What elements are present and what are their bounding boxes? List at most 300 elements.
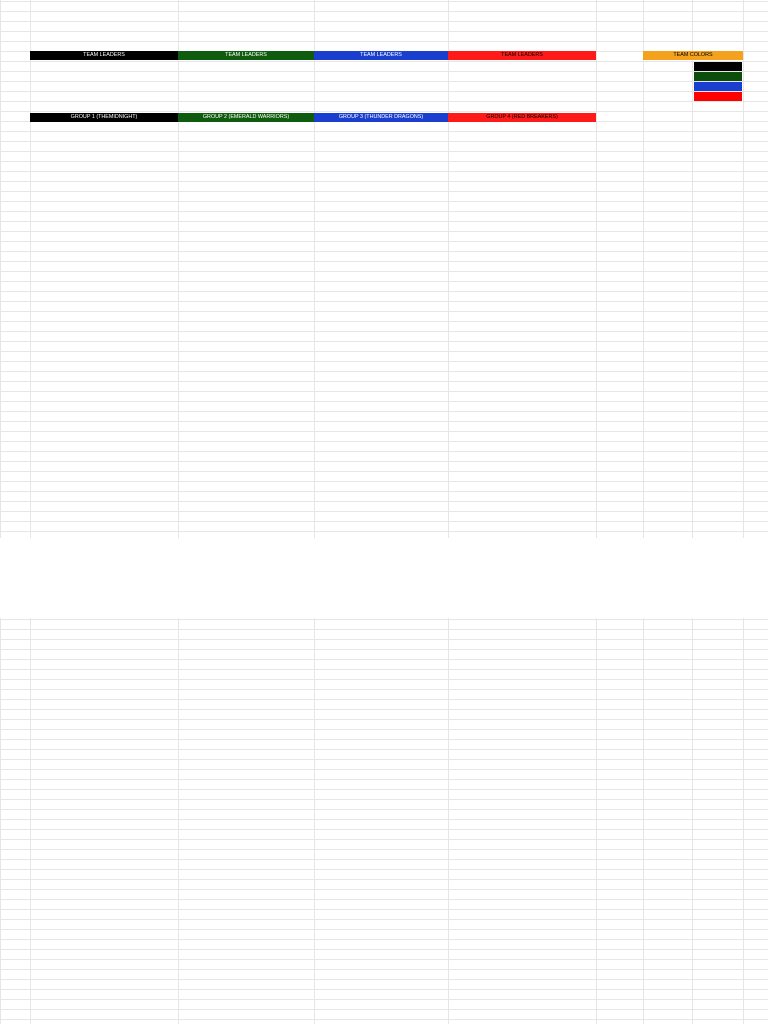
member-row-number — [18, 879, 30, 889]
member-name — [180, 314, 313, 324]
member-name — [32, 749, 177, 759]
member-name — [32, 809, 177, 819]
member-name — [32, 618, 177, 628]
member-name — [32, 889, 177, 899]
member-name — [450, 124, 595, 134]
member-row-number — [18, 444, 30, 454]
member-name — [450, 960, 595, 970]
member-name — [450, 184, 595, 194]
member-name — [180, 224, 313, 234]
member-name — [316, 404, 447, 414]
member-row-number — [18, 434, 30, 444]
member-row-number — [18, 334, 30, 344]
member-row-number — [18, 779, 30, 789]
member-name — [450, 849, 595, 859]
member-name — [450, 404, 595, 414]
team-color-label — [645, 91, 695, 101]
member-name — [316, 464, 447, 474]
member-name — [316, 899, 447, 909]
member-name — [316, 769, 447, 779]
member-name — [450, 264, 595, 274]
member-name — [180, 124, 313, 134]
member-name — [180, 940, 313, 950]
member-name — [450, 344, 595, 354]
member-name — [180, 859, 313, 869]
member-name — [450, 829, 595, 839]
member-name — [316, 474, 447, 484]
member-name — [32, 474, 177, 484]
member-name — [450, 314, 595, 324]
member-name — [450, 134, 595, 144]
member-name — [180, 950, 313, 960]
member-row-number — [18, 869, 30, 879]
member-name — [32, 970, 177, 980]
member-name — [316, 960, 447, 970]
group3-header: GROUP 3 (THUNDER DRAGONS) — [314, 113, 448, 122]
team-leader-name — [448, 61, 596, 71]
member-name — [32, 739, 177, 749]
member-name — [180, 839, 313, 849]
member-name — [32, 879, 177, 889]
team-color-label — [645, 71, 695, 81]
member-name — [32, 769, 177, 779]
member-name — [316, 484, 447, 494]
member-name — [32, 859, 177, 869]
member-name — [450, 274, 595, 284]
member-name — [316, 668, 447, 678]
member-name — [32, 494, 177, 504]
member-name — [450, 618, 595, 628]
member-name — [32, 708, 177, 718]
member-name — [32, 960, 177, 970]
member-name — [32, 799, 177, 809]
member-name — [180, 394, 313, 404]
member-name — [450, 514, 595, 524]
member-name — [450, 859, 595, 869]
member-row-number — [18, 799, 30, 809]
member-row-number — [18, 224, 30, 234]
group1-header: GROUP 1 (THEMIDNIGHT) — [30, 113, 178, 122]
member-name — [316, 779, 447, 789]
member-name — [316, 618, 447, 628]
member-name — [450, 254, 595, 264]
member-name — [180, 719, 313, 729]
member-name — [316, 314, 447, 324]
member-name — [316, 729, 447, 739]
grid-hline — [0, 11, 768, 12]
member-name — [316, 354, 447, 364]
member-row-number — [18, 454, 30, 464]
member-name — [32, 779, 177, 789]
member-name — [450, 980, 595, 990]
member-row-number — [18, 759, 30, 769]
member-name — [450, 424, 595, 434]
member-row-number — [18, 294, 30, 304]
member-name — [450, 688, 595, 698]
member-name — [316, 658, 447, 668]
member-name — [32, 789, 177, 799]
leaders-header-group4: TEAM LEADERS — [448, 51, 596, 60]
member-row-number — [18, 668, 30, 678]
member-row-number — [18, 514, 30, 524]
member-name — [316, 839, 447, 849]
member-name — [32, 144, 177, 154]
member-name — [32, 124, 177, 134]
member-name — [180, 739, 313, 749]
member-name — [450, 494, 595, 504]
member-name — [450, 909, 595, 919]
member-row-number — [18, 464, 30, 474]
member-name — [450, 899, 595, 909]
member-name — [450, 799, 595, 809]
member-row-number — [18, 678, 30, 688]
member-name — [32, 648, 177, 658]
member-name — [316, 678, 447, 688]
member-name — [450, 204, 595, 214]
member-name — [180, 204, 313, 214]
member-name — [180, 384, 313, 394]
member-name — [316, 264, 447, 274]
member-name — [180, 304, 313, 314]
member-name — [316, 909, 447, 919]
member-name — [180, 434, 313, 444]
member-name — [316, 849, 447, 859]
member-name — [32, 194, 177, 204]
member-name — [316, 444, 447, 454]
member-row-number — [18, 829, 30, 839]
member-name — [180, 174, 313, 184]
member-name — [450, 648, 595, 658]
member-name — [450, 638, 595, 648]
member-name — [180, 980, 313, 990]
member-name — [32, 819, 177, 829]
member-name — [450, 749, 595, 759]
member-name — [32, 729, 177, 739]
member-row-number — [18, 424, 30, 434]
leader-row-number — [20, 91, 30, 101]
team-leader-name — [30, 91, 178, 101]
member-name — [316, 648, 447, 658]
member-name — [450, 524, 595, 534]
member-name — [316, 334, 447, 344]
member-name — [32, 404, 177, 414]
team-leader-name — [30, 71, 178, 81]
team-leader-name — [314, 91, 448, 101]
member-name — [180, 799, 313, 809]
member-name — [180, 698, 313, 708]
member-name — [180, 344, 313, 354]
member-name — [450, 658, 595, 668]
member-name — [316, 879, 447, 889]
member-name — [450, 950, 595, 960]
member-name — [180, 424, 313, 434]
team-leader-name — [178, 81, 314, 91]
member-name — [32, 899, 177, 909]
member-name — [450, 384, 595, 394]
member-name — [316, 224, 447, 234]
member-name — [316, 364, 447, 374]
member-name — [316, 809, 447, 819]
member-name — [180, 749, 313, 759]
member-row-number — [18, 708, 30, 718]
member-name — [180, 899, 313, 909]
member-name — [180, 164, 313, 174]
grid-hline — [0, 111, 768, 112]
member-name — [180, 829, 313, 839]
member-row-number — [18, 648, 30, 658]
member-name — [180, 144, 313, 154]
member-name — [32, 394, 177, 404]
member-name — [450, 970, 595, 980]
member-name — [32, 504, 177, 514]
member-name — [32, 224, 177, 234]
member-name — [32, 668, 177, 678]
member-row-number — [18, 729, 30, 739]
member-name — [32, 849, 177, 859]
team-color-label — [645, 61, 695, 71]
member-name — [32, 829, 177, 839]
member-row-number — [18, 254, 30, 264]
member-name — [450, 144, 595, 154]
member-name — [316, 514, 447, 524]
member-name — [450, 789, 595, 799]
member-name — [32, 484, 177, 494]
member-row-number — [18, 214, 30, 224]
member-name — [180, 494, 313, 504]
member-name — [180, 524, 313, 534]
member-name — [32, 839, 177, 849]
member-name — [32, 234, 177, 244]
member-name — [450, 284, 595, 294]
member-name — [450, 729, 595, 739]
member-row-number — [18, 364, 30, 374]
team-color-swatch — [694, 72, 742, 81]
member-name — [316, 698, 447, 708]
member-row-number — [18, 970, 30, 980]
member-name — [180, 889, 313, 899]
member-name — [316, 234, 447, 244]
member-row-number — [18, 504, 30, 514]
member-name — [316, 164, 447, 174]
member-row-number — [18, 618, 30, 628]
member-name — [316, 494, 447, 504]
team-leader-name — [314, 71, 448, 81]
member-name — [32, 658, 177, 668]
member-name — [450, 414, 595, 424]
member-name — [316, 344, 447, 354]
member-name — [180, 234, 313, 244]
member-name — [32, 344, 177, 354]
member-name — [180, 454, 313, 464]
member-row-number — [18, 354, 30, 364]
grid-hline — [0, 101, 768, 102]
member-name — [316, 434, 447, 444]
leaders-header-group3: TEAM LEADERS — [314, 51, 448, 60]
member-row-number — [18, 909, 30, 919]
team-colors-title: TEAM COLORS — [643, 51, 743, 60]
member-row-number — [18, 940, 30, 950]
member-name — [32, 524, 177, 534]
member-row-number — [18, 658, 30, 668]
member-name — [32, 444, 177, 454]
member-name — [450, 698, 595, 708]
member-name — [180, 920, 313, 930]
member-name — [180, 970, 313, 980]
member-row-number — [18, 930, 30, 940]
member-name — [180, 638, 313, 648]
member-name — [316, 749, 447, 759]
member-name — [316, 930, 447, 940]
member-name — [180, 294, 313, 304]
member-name — [450, 769, 595, 779]
member-name — [450, 394, 595, 404]
leaders-header-group2: TEAM LEADERS — [178, 51, 314, 60]
member-row-number — [18, 284, 30, 294]
member-name — [180, 708, 313, 718]
member-name — [316, 980, 447, 990]
member-name — [180, 618, 313, 628]
member-name — [450, 364, 595, 374]
member-name — [32, 384, 177, 394]
member-row-number — [18, 809, 30, 819]
member-row-number — [18, 274, 30, 284]
member-row-number — [18, 960, 30, 970]
member-name — [32, 678, 177, 688]
grid-hline — [0, 999, 768, 1000]
member-name — [32, 920, 177, 930]
member-name — [450, 920, 595, 930]
member-row-number — [18, 394, 30, 404]
member-name — [316, 789, 447, 799]
grid-hline — [0, 21, 768, 22]
member-name — [450, 234, 595, 244]
member-row-number — [18, 264, 30, 274]
member-name — [32, 244, 177, 254]
member-name — [316, 414, 447, 424]
team-leader-name — [30, 81, 178, 91]
member-row-number — [18, 374, 30, 384]
member-name — [180, 628, 313, 638]
member-row-number — [18, 484, 30, 494]
member-name — [180, 354, 313, 364]
member-name — [450, 174, 595, 184]
member-name — [32, 698, 177, 708]
member-name — [180, 444, 313, 454]
member-row-number — [18, 638, 30, 648]
member-name — [316, 799, 447, 809]
member-row-number — [18, 839, 30, 849]
member-row-number — [18, 899, 30, 909]
member-name — [316, 920, 447, 930]
member-name — [180, 849, 313, 859]
member-name — [316, 719, 447, 729]
team-leader-name — [178, 61, 314, 71]
member-name — [180, 729, 313, 739]
member-name — [450, 869, 595, 879]
member-name — [450, 474, 595, 484]
member-name — [316, 324, 447, 334]
team-leader-name — [448, 71, 596, 81]
member-row-number — [18, 819, 30, 829]
member-name — [316, 244, 447, 254]
member-name — [316, 134, 447, 144]
member-name — [316, 144, 447, 154]
member-name — [450, 454, 595, 464]
member-name — [32, 294, 177, 304]
member-name — [450, 294, 595, 304]
member-name — [316, 504, 447, 514]
member-name — [180, 264, 313, 274]
member-row-number — [18, 304, 30, 314]
member-name — [316, 374, 447, 384]
team-leader-name — [314, 61, 448, 71]
member-name — [316, 628, 447, 638]
member-name — [180, 779, 313, 789]
member-name — [316, 940, 447, 950]
member-row-number — [18, 980, 30, 990]
member-row-number — [18, 628, 30, 638]
leader-row-number — [20, 61, 30, 71]
member-name — [32, 434, 177, 444]
member-name — [32, 134, 177, 144]
member-row-number — [18, 889, 30, 899]
member-name — [32, 454, 177, 464]
member-name — [316, 869, 447, 879]
member-name — [316, 284, 447, 294]
team-leader-name — [314, 81, 448, 91]
member-name — [450, 464, 595, 474]
member-name — [180, 214, 313, 224]
member-name — [32, 164, 177, 174]
team-color-label — [645, 81, 695, 91]
grid-hline — [0, 1019, 768, 1020]
member-name — [316, 829, 447, 839]
member-name — [32, 364, 177, 374]
member-name — [32, 414, 177, 424]
member-name — [32, 940, 177, 950]
member-name — [180, 869, 313, 879]
member-name — [32, 324, 177, 334]
member-name — [316, 254, 447, 264]
member-name — [32, 304, 177, 314]
member-name — [180, 930, 313, 940]
group2-header: GROUP 2 (EMERALD WARRIORS) — [178, 113, 314, 122]
member-name — [316, 859, 447, 869]
member-row-number — [18, 749, 30, 759]
member-name — [180, 819, 313, 829]
member-name — [450, 504, 595, 514]
member-name — [180, 909, 313, 919]
member-name — [32, 638, 177, 648]
member-name — [316, 394, 447, 404]
member-name — [450, 244, 595, 254]
member-name — [450, 940, 595, 950]
member-name — [450, 374, 595, 384]
member-name — [316, 970, 447, 980]
member-name — [32, 184, 177, 194]
member-row-number — [18, 719, 30, 729]
grid-hline — [0, 41, 768, 42]
member-name — [450, 809, 595, 819]
member-name — [450, 164, 595, 174]
member-name — [180, 324, 313, 334]
member-name — [180, 194, 313, 204]
member-name — [450, 628, 595, 638]
member-name — [180, 769, 313, 779]
member-name — [450, 930, 595, 940]
member-name — [32, 628, 177, 638]
member-name — [450, 819, 595, 829]
